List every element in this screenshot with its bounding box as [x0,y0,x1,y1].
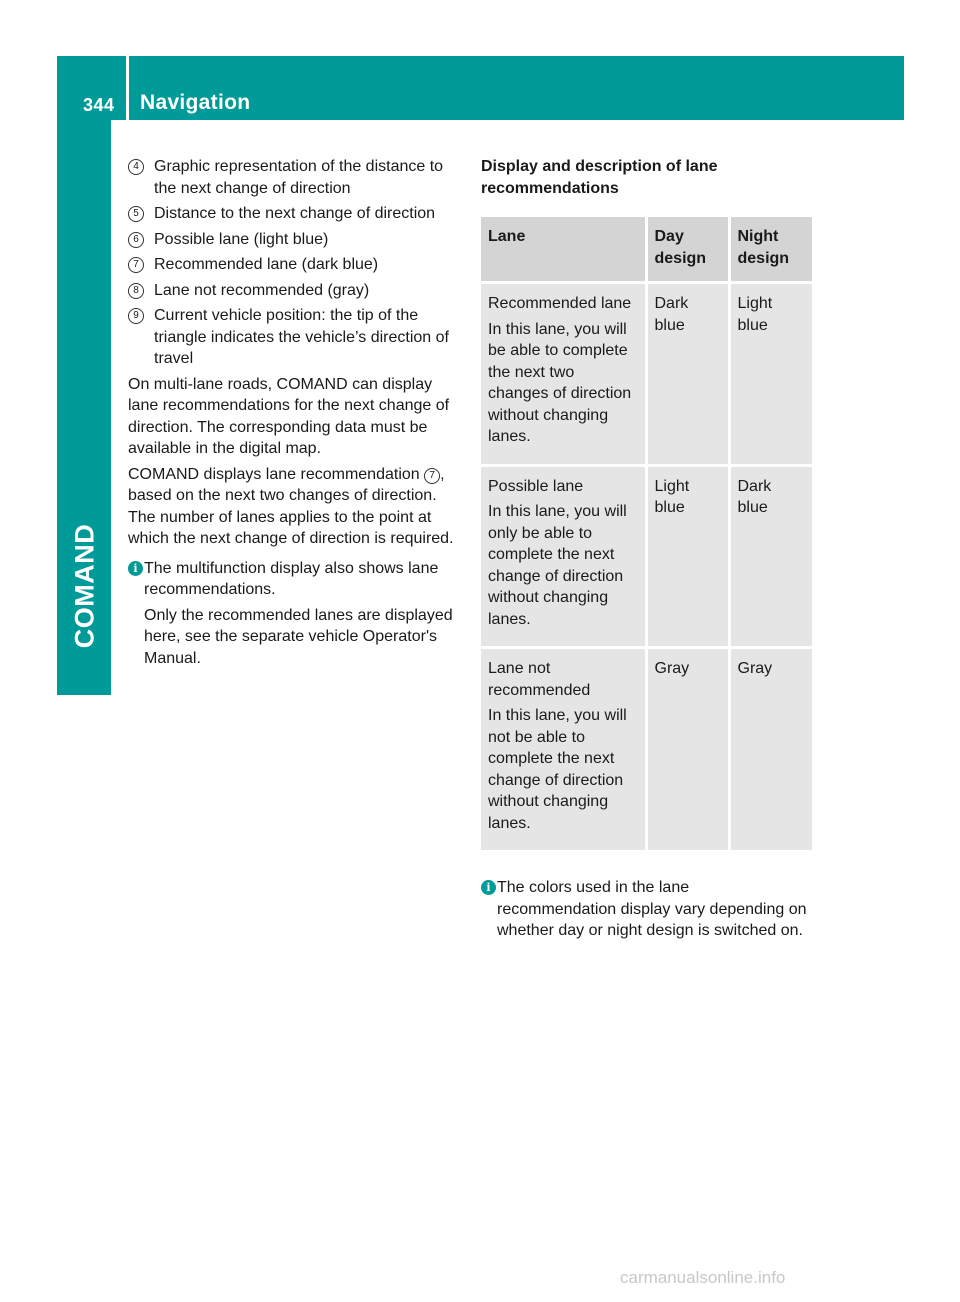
info-icon: i [481,880,496,895]
note-text: The multifunction display also shows lane recommendations. [144,559,439,598]
lane-cell [481,648,646,852]
table-row [481,648,812,852]
day-design-cell: Dark blue [646,283,729,466]
legend-text: Current vehicle position: the tip of the triangle indicates the vehicle’s direction of travel [154,307,449,367]
body-paragraph [128,464,463,550]
body-paragraph: On multi-lane roads, COMAND can display lane recommendations for the next change of direction. The corresponding data must be available in the digital map. [128,375,450,457]
header-divider [126,56,129,120]
legend-text: Possible lane (light blue) [154,230,329,248]
info-note [481,877,812,942]
night-design-cell: Gray [729,648,812,852]
column-header-night: Night design [729,217,812,283]
callout-number-icon: 6 [128,232,144,248]
callout-number-icon: 7 [128,257,144,273]
lane-recommendation-table [481,217,812,853]
info-note [128,558,463,670]
night-design-cell: Light blue [729,283,812,466]
legend-item [128,203,463,225]
lane-name: Recommended lane [488,295,632,312]
legend-item [128,229,463,251]
lane-name: Lane not recommended [488,660,591,699]
legend-item [128,156,463,199]
left-column [128,156,463,673]
note-text: Only the recommended lanes are displayed here, see the separate vehicle Operator's Manual. [144,606,453,667]
callout-number-icon: 7 [424,468,440,484]
lane-description: In this lane, you will only be able to complete the next change of direction without changing lanes. [488,503,627,628]
lane-cell [481,283,646,466]
legend-item [128,254,463,276]
legend-item [128,305,463,370]
watermark-link[interactable]: carmanualsonline.info [620,1268,786,1287]
table-row [481,465,812,648]
callout-number-icon: 4 [128,159,144,175]
legend-text: Graphic representation of the distance to the next change of direction [154,158,444,197]
table-row [481,283,812,466]
lane-description: In this lane, you will be able to complete the next two changes of direction without changing lanes. [488,320,632,445]
page-number: 344 [83,95,115,115]
day-design-cell: Gray [646,648,729,852]
night-design-cell: Dark blue [729,465,812,648]
legend-text: Recommended lane (dark blue) [154,256,379,273]
body-text: COMAND displays lane recommendation [128,465,425,483]
section-title: Navigation [140,91,251,114]
table-header-row [481,217,812,283]
right-column [481,156,812,946]
lane-cell [481,465,646,648]
callout-number-icon: 9 [128,308,144,324]
table-heading: Display and description of lane recommendations [481,158,718,197]
note-text: The colors used in the lane recommendation display vary depending on whether day or night design is switched on. [497,879,807,939]
side-tab-label: COMAND [69,523,100,649]
lane-name: Possible lane [488,477,584,495]
callout-number-icon: 8 [128,283,144,299]
callout-number-icon: 5 [128,206,144,222]
legend-text: Distance to the next change of direction [154,205,436,222]
column-header-day: Day design [646,217,729,283]
lane-description: In this lane, you will not be able to complete the next change of direction without changing lanes. [488,707,627,832]
day-design-cell: Light blue [646,465,729,648]
legend-text: Lane not recommended (gray) [154,281,370,299]
legend-item [128,280,463,302]
info-icon: i [128,561,143,576]
body-text: , based on the next two changes of direction. The number of lanes applies to the point at which the next change of direction is required. [128,465,454,547]
column-header-lane: Lane [481,217,646,283]
